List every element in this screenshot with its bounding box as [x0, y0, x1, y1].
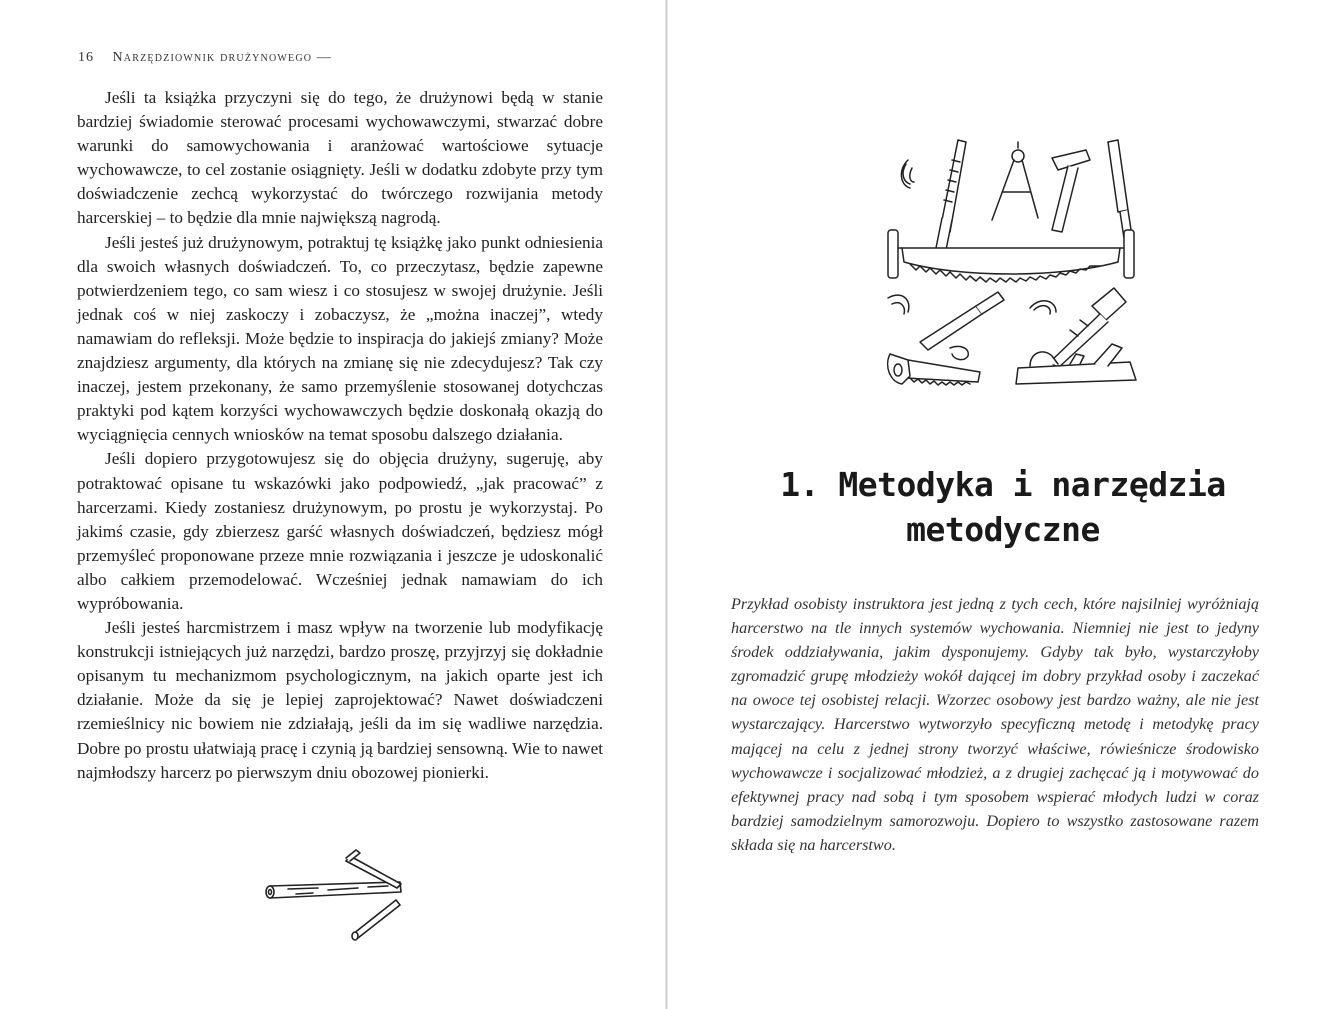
right-page	[668, 0, 1330, 1009]
chapter-title-line-2: metodyczne	[906, 510, 1100, 549]
page-number: 16	[78, 50, 94, 65]
paragraph-4: Jeśli jesteś harcmistrzem i masz wpływ na tworzenie lub modyfikację konstrukcji istniejących już narzędzi, bardzo proszę, przyjrzyj się dokładnie opisanym tu mechanizmom psychologicznym, na jakich oparte jest ich działanie. Może da się je lepiej zaprojektować? Nawet doświadczeni rzemieślnicy nic bowiem nie zdziałają, jeśli da im się wadliwe narzędzia. Dobre po prostu ułatwiają pracę i czynią ją bardziej sensowną. Wie to nawet najmłodszy harcerz po pierwszym dniu obozowej pionierki.	[77, 618, 603, 782]
chapter-intro	[731, 592, 1259, 857]
paragraph-3: Jeśli dopiero przygotowujesz się do objęcia drużyny, sugeruję, aby potraktować opisane tu wskazówki jako podpowiedź, „jak pracować” z harcerzami. Kiedy zostaniesz drużynowym, po prostu je wykorzystaj. Po jakimś czasie, gdy zbierzesz garść własnych doświadczeń, będziesz mógł przemyśleć proponowane przeze mnie rozwiązania i jeszcze je udoskonalić albo całkiem przemodelować. Wcześniej jednak namawiam do ich wypróbowania.	[77, 449, 603, 613]
carpentry-tools-icon	[880, 130, 1140, 390]
chapter-title-line-1: 1. Metodyka i narzędzia	[780, 465, 1226, 504]
wooden-sticks-arrow-icon	[258, 842, 408, 942]
paragraph-1: Jeśli ta książka przyczyni się do tego, że drużynowi będą w stanie bardziej świadomie sterować procesami wychowawczymi, stwarzać dobre warunki do samowychowania i aranżować wartościowe sytuacje wychowawcze, to cel zostanie osiągnięty. Jeśli w dodatku zdobyte przy tym doświadczenie zechcą wykorzystać do twórczego rozwijania metody harcerskiej – to będzie dla mnie największą nagrodą.	[77, 88, 603, 228]
running-title: Narzędziownik drużynowego —	[112, 50, 333, 65]
running-head	[78, 50, 332, 66]
intro-paragraph: Przykład osobisty instruktora jest jedną z tych cech, które najsilniej wyróżniają harcerstwo na tle innych systemów wychowania. Niemniej nie jest to jedyny środek oddziaływania, jakim dysponujemy. Gdyby tak było, wystarczyłoby zgromadzić grupę młodzieży wokół dającej im dobry przykład osoby i zaczekać na owoce tej osobistej relacji. Wzorzec osobowy jest bardzo ważny, ale nie jest wystarczający. Harcerstwo wytworzyło specyficzną metodę i metodykę pracy mającej na celu z jednej strony tworzyć właściwe, rówieśnicze środowisko wychowawcze i socjalizować młodzież, a z drugiej zachęcać ją i motywować do efektywnej pracy nad sobą i tym sposobem wspierać młodych ludzi w coraz bardziej samodzielnym samorozwoju. Dopiero to wszystko zastosowane razem składa się na harcerstwo.	[731, 595, 1259, 854]
paragraph-2: Jeśli jesteś już drużynowym, potraktuj tę książkę jako punkt odniesienia dla swoich własnych doświadczeń. To, co przeczytasz, będzie zapewne potwierdzeniem tego, co sam wiesz i co stosujesz w swojej drużynie. Jeśli jednak coś w niej zaskoczy i zobaczysz, że „można inaczej”, wtedy namawiam do refleksji. Może będzie to inspiracja do jakiejś zmiany? Może znajdziesz argumenty, dla których na zmianę się nie zdecydujesz? Tak czy inaczej, jestem przekonany, że samo przemyślenie stosowanej dotychczas praktyki pod kątem korzyści wychowawczych będzie doskonałą okazją do wyciągnięcia cennych wniosków na temat sposobu dalszego działania.	[77, 232, 603, 445]
body-text	[77, 86, 603, 785]
chapter-title	[758, 462, 1248, 552]
